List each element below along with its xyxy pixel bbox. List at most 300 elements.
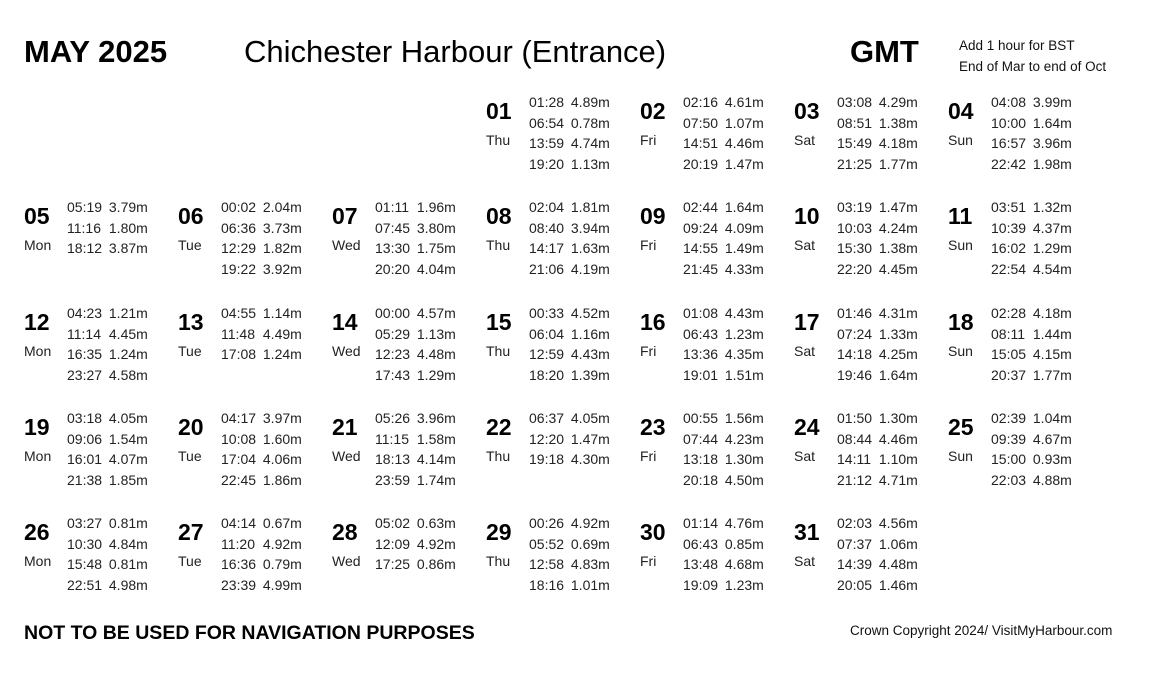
tide-time: 21:25 (837, 156, 873, 173)
tide-entry (683, 513, 764, 534)
tide-height: 4.84m (108, 535, 148, 552)
tide-height: 0.85m (724, 535, 764, 552)
tide-time: 03:51 (991, 199, 1027, 215)
tide-height: 4.46m (724, 135, 764, 152)
tide-time: 04:23 (67, 305, 103, 321)
day-of-week: Wed (332, 237, 361, 253)
day-of-week: Tue (178, 237, 202, 253)
tide-list (529, 92, 610, 175)
tide-list (991, 197, 1072, 280)
tide-entry (991, 408, 1072, 429)
tide-entry (991, 259, 1072, 280)
day-cell (948, 410, 1098, 510)
tide-entry (67, 575, 148, 596)
bst-note-line: End of Mar to end of Oct (959, 59, 1107, 74)
tide-time: 20:05 (837, 577, 873, 594)
tide-time: 02:39 (991, 410, 1027, 426)
month-title: MAY 2025 (24, 34, 168, 69)
tide-list (837, 408, 918, 491)
tide-list (375, 303, 456, 386)
tide-entry (991, 429, 1072, 450)
day-of-week: Tue (178, 448, 202, 464)
day-of-week: Thu (486, 553, 511, 569)
day-of-week: Wed (332, 553, 361, 569)
tide-time: 10:03 (837, 219, 873, 236)
tide-entry (683, 575, 764, 596)
tide-entry (375, 259, 456, 280)
day-cell (794, 94, 944, 194)
tide-entry (683, 365, 764, 386)
tide-height: 1.98m (1032, 156, 1072, 173)
tide-time: 06:04 (529, 325, 565, 342)
tide-list (991, 303, 1072, 386)
tide-time: 22:51 (67, 577, 103, 594)
tide-height: 1.10m (878, 451, 918, 468)
tide-entry (375, 470, 456, 491)
tide-height: 1.04m (1032, 410, 1072, 426)
tide-height: 1.51m (724, 367, 764, 384)
tide-time: 14:18 (837, 346, 873, 363)
tide-entry (837, 113, 918, 134)
day-of-week: Sat (794, 237, 816, 253)
tide-height: 3.96m (1032, 135, 1072, 152)
tide-list (375, 513, 456, 575)
day-cell (948, 199, 1098, 299)
tide-height: 4.33m (724, 261, 764, 278)
tide-height: 4.57m (416, 305, 456, 321)
tide-height: 0.86m (416, 556, 456, 573)
navigation-warning: NOT TO BE USED FOR NAVIGATION PURPOSES (24, 622, 475, 644)
tide-time: 03:27 (67, 515, 103, 531)
tide-height: 4.43m (570, 346, 610, 363)
day-number: 05 (24, 203, 50, 229)
tide-time: 01:14 (683, 515, 719, 531)
tide-entry (991, 197, 1072, 218)
day-cell (178, 305, 328, 405)
tide-height: 1.24m (262, 346, 302, 363)
day-number: 25 (948, 414, 974, 440)
day-cell (486, 410, 636, 510)
tide-height: 1.24m (108, 346, 148, 363)
day-of-week: Sun (948, 132, 973, 148)
tide-entry (837, 513, 918, 534)
tide-height: 4.74m (570, 135, 610, 152)
tide-time: 07:45 (375, 219, 411, 236)
day-cell (640, 199, 790, 299)
tide-entry (375, 534, 456, 555)
day-number: 11 (948, 203, 973, 229)
tide-height: 4.48m (416, 346, 456, 363)
tide-time: 02:16 (683, 94, 719, 110)
tide-entry (837, 259, 918, 280)
tide-height: 4.49m (262, 325, 302, 342)
tide-entry (67, 218, 148, 239)
day-cell (178, 199, 328, 299)
day-cell (640, 410, 790, 510)
tide-height: 3.99m (1032, 94, 1072, 110)
day-of-week: Sun (948, 237, 973, 253)
tide-entry (837, 470, 918, 491)
tide-entry (67, 449, 148, 470)
tide-height: 2.04m (262, 199, 302, 215)
day-number: 28 (332, 519, 358, 545)
tide-height: 1.13m (570, 156, 610, 173)
tide-list (67, 303, 148, 386)
tide-height: 4.29m (878, 94, 918, 110)
day-cell (948, 94, 1098, 194)
tide-height: 4.30m (570, 451, 610, 468)
tide-entry (683, 154, 764, 175)
tide-time: 05:29 (375, 325, 411, 342)
tide-height: 4.18m (878, 135, 918, 152)
tide-height: 4.83m (570, 556, 610, 573)
tide-entry (837, 92, 918, 113)
tide-time: 13:59 (529, 135, 565, 152)
tide-entry (67, 197, 148, 218)
tide-list (991, 92, 1072, 175)
tide-list (991, 408, 1072, 491)
tide-time: 02:44 (683, 199, 719, 215)
tide-time: 03:19 (837, 199, 873, 215)
day-of-week: Mon (24, 448, 52, 464)
tide-time: 22:03 (991, 472, 1027, 489)
tide-entry (683, 324, 764, 345)
day-of-week: Wed (332, 448, 361, 464)
tide-time: 10:00 (991, 114, 1027, 131)
tide-list (837, 92, 918, 175)
day-of-week: Sat (794, 343, 816, 359)
tide-time: 19:20 (529, 156, 565, 173)
tide-height: 1.13m (416, 325, 456, 342)
tide-height: 4.67m (1032, 430, 1072, 447)
tide-entry (221, 344, 302, 365)
tide-time: 14:17 (529, 240, 565, 257)
tide-height: 1.75m (416, 240, 456, 257)
day-of-week: Mon (24, 553, 52, 569)
tide-entry (991, 92, 1072, 113)
tide-entry (67, 470, 148, 491)
day-of-week: Tue (178, 343, 202, 359)
tide-time: 03:18 (67, 410, 103, 426)
tide-time: 00:55 (683, 410, 719, 426)
tide-entry (837, 303, 918, 324)
day-cell (332, 410, 482, 510)
tide-entry (837, 575, 918, 596)
tide-time: 02:28 (991, 305, 1027, 321)
tide-entry (529, 575, 610, 596)
tide-height: 1.74m (416, 472, 456, 489)
day-of-week: Tue (178, 553, 202, 569)
tide-time: 06:37 (529, 410, 565, 426)
bst-note-line: Add 1 hour for BST (959, 38, 1075, 53)
tide-time: 08:11 (991, 325, 1025, 342)
tide-entry (375, 365, 456, 386)
tide-height: 1.07m (724, 114, 764, 131)
tide-height: 1.23m (724, 325, 764, 342)
tide-entry (837, 365, 918, 386)
day-of-week: Fri (640, 553, 657, 569)
day-cell (332, 515, 482, 615)
tide-entry (221, 449, 302, 470)
tide-entry (683, 449, 764, 470)
tide-time: 07:50 (683, 114, 719, 131)
day-cell (486, 515, 636, 615)
tide-time: 01:28 (529, 94, 565, 110)
tide-height: 4.19m (570, 261, 610, 278)
tide-time: 04:17 (221, 410, 257, 426)
tide-entry (683, 92, 764, 113)
tide-time: 17:25 (375, 556, 411, 573)
tide-time: 13:30 (375, 240, 411, 257)
day-number: 21 (332, 414, 358, 440)
tide-time: 23:27 (67, 367, 103, 384)
tide-entry (837, 449, 918, 470)
tide-height: 1.01m (570, 577, 610, 594)
day-cell (178, 515, 328, 615)
tide-entry (221, 575, 302, 596)
tide-height: 4.35m (724, 346, 764, 363)
tide-time: 10:39 (991, 219, 1027, 236)
tide-time: 17:04 (221, 451, 257, 468)
tide-time: 06:54 (529, 114, 565, 131)
tide-entry (529, 92, 610, 113)
tide-time: 13:48 (683, 556, 719, 573)
tide-time: 15:05 (991, 346, 1027, 363)
tide-height: 4.56m (878, 515, 918, 531)
tide-entry (67, 324, 148, 345)
tide-entry (221, 470, 302, 491)
tide-entry (991, 365, 1072, 386)
tide-time: 17:43 (375, 367, 411, 384)
tide-height: 1.16m (570, 325, 610, 342)
tide-entry (67, 554, 148, 575)
day-cell (794, 199, 944, 299)
tide-height: 4.76m (724, 515, 764, 531)
tide-entry (375, 197, 456, 218)
tide-height: 1.33m (878, 325, 918, 342)
tide-entry (221, 534, 302, 555)
copyright-notice: Crown Copyright 2024/ VisitMyHarbour.com (850, 623, 1113, 638)
tide-height: 1.64m (724, 199, 764, 215)
tide-list (67, 197, 148, 259)
tide-time: 13:18 (683, 451, 719, 468)
tide-list (683, 197, 764, 280)
day-of-week: Mon (24, 237, 52, 253)
tide-time: 02:03 (837, 515, 873, 531)
tide-entry (529, 113, 610, 134)
tide-height: 4.04m (416, 261, 456, 278)
tide-height: 4.92m (262, 535, 302, 552)
tide-list (529, 303, 610, 386)
tide-time: 20:19 (683, 156, 719, 173)
day-of-week: Sun (948, 448, 973, 464)
tide-height: 4.07m (108, 451, 148, 468)
tide-height: 1.30m (878, 410, 918, 426)
day-of-week: Thu (486, 132, 511, 148)
tide-time: 07:44 (683, 430, 719, 447)
tide-time: 08:51 (837, 114, 873, 131)
day-of-week: Sat (794, 553, 816, 569)
tide-entry (529, 133, 610, 154)
tide-entry (221, 513, 302, 534)
tide-entry (683, 534, 764, 555)
tide-time: 15:30 (837, 240, 873, 257)
tide-time: 14:51 (683, 135, 719, 152)
tide-height: 4.15m (1032, 346, 1072, 363)
tide-entry (221, 408, 302, 429)
tide-entry (375, 344, 456, 365)
tide-time: 16:01 (67, 451, 103, 468)
tide-time: 22:42 (991, 156, 1027, 173)
tide-time: 11:20 (221, 535, 255, 552)
tide-time: 02:04 (529, 199, 565, 215)
tide-time: 13:36 (683, 346, 719, 363)
tide-time: 12:58 (529, 556, 565, 573)
tide-time: 08:44 (837, 430, 873, 447)
day-number: 14 (332, 309, 358, 335)
tide-time: 16:36 (221, 556, 257, 573)
tide-height: 3.87m (108, 240, 148, 257)
tide-entry (837, 554, 918, 575)
tide-time: 20:37 (991, 367, 1027, 384)
tide-height: 1.64m (1032, 114, 1072, 131)
tide-height: 1.44m (1032, 325, 1072, 342)
tide-entry (375, 218, 456, 239)
tide-height: 0.81m (108, 556, 148, 573)
tide-height: 4.61m (724, 94, 764, 110)
tide-time: 21:12 (837, 472, 873, 489)
tide-entry (67, 238, 148, 259)
tide-time: 12:59 (529, 346, 565, 363)
tide-entry (683, 218, 764, 239)
tide-time: 06:43 (683, 325, 719, 342)
tide-entry (67, 513, 148, 534)
tide-height: 1.38m (878, 114, 918, 131)
tide-height: 4.50m (724, 472, 764, 489)
tide-entry (221, 197, 302, 218)
tide-list (529, 513, 610, 596)
day-cell (794, 410, 944, 510)
day-number: 08 (486, 203, 512, 229)
tide-time: 00:00 (375, 305, 411, 321)
tide-entry (529, 303, 610, 324)
tide-entry (529, 197, 610, 218)
tide-entry (837, 197, 918, 218)
tide-entry (837, 534, 918, 555)
tide-time: 23:39 (221, 577, 257, 594)
tide-list (683, 92, 764, 175)
tide-height: 1.82m (262, 240, 302, 257)
tide-list (529, 197, 610, 280)
day-of-week: Thu (486, 448, 511, 464)
tide-height: 1.46m (878, 577, 918, 594)
tide-list (683, 303, 764, 386)
tide-height: 4.48m (878, 556, 918, 573)
tide-time: 20:20 (375, 261, 411, 278)
tide-entry (683, 344, 764, 365)
tide-time: 08:40 (529, 219, 565, 236)
tide-time: 04:08 (991, 94, 1027, 110)
day-of-week: Wed (332, 343, 361, 359)
tide-entry (221, 429, 302, 450)
day-number: 03 (794, 98, 820, 124)
tide-time: 18:16 (529, 577, 565, 594)
tide-height: 1.86m (262, 472, 302, 489)
tide-height: 4.24m (878, 219, 918, 236)
tide-height: 4.09m (724, 219, 764, 236)
tide-height: 1.32m (1032, 199, 1072, 215)
tide-entry (67, 408, 148, 429)
tide-list (683, 408, 764, 491)
tide-entry (991, 113, 1072, 134)
tide-entry (529, 429, 610, 450)
tide-time: 18:20 (529, 367, 565, 384)
tide-time: 09:24 (683, 219, 719, 236)
tide-entry (67, 344, 148, 365)
tide-entry (991, 238, 1072, 259)
tide-time: 21:06 (529, 261, 565, 278)
tide-height: 1.47m (570, 430, 610, 447)
day-number: 24 (794, 414, 820, 440)
tide-entry (837, 218, 918, 239)
tide-list (221, 303, 302, 365)
tide-entry (67, 303, 148, 324)
tide-entry (529, 554, 610, 575)
tide-entry (375, 449, 456, 470)
tide-height: 0.69m (570, 535, 610, 552)
tide-height: 0.78m (570, 114, 610, 131)
tide-entry (991, 303, 1072, 324)
day-number: 30 (640, 519, 666, 545)
day-number: 18 (948, 309, 974, 335)
tide-list (529, 408, 610, 470)
tide-time: 12:29 (221, 240, 257, 257)
tide-height: 4.98m (108, 577, 148, 594)
tide-time: 05:02 (375, 515, 411, 531)
tide-height: 3.94m (570, 219, 610, 236)
timezone-label: GMT (850, 34, 919, 69)
tide-height: 4.54m (1032, 261, 1072, 278)
tide-entry (683, 429, 764, 450)
tide-entry (837, 324, 918, 345)
day-cell (640, 94, 790, 194)
tide-entry (375, 303, 456, 324)
tide-entry (529, 513, 610, 534)
day-cell (178, 410, 328, 510)
tide-height: 1.23m (724, 577, 764, 594)
day-number: 17 (794, 309, 820, 335)
tide-entry (221, 259, 302, 280)
tide-time: 22:45 (221, 472, 257, 489)
day-cell (332, 305, 482, 405)
tide-height: 3.96m (416, 410, 456, 426)
tide-time: 19:01 (683, 367, 719, 384)
tide-time: 14:39 (837, 556, 873, 573)
tide-height: 4.05m (570, 410, 610, 426)
tide-height: 0.63m (416, 515, 456, 531)
tide-height: 0.93m (1032, 451, 1072, 468)
day-cell (640, 305, 790, 405)
tide-height: 4.18m (1032, 305, 1072, 321)
tide-entry (375, 429, 456, 450)
day-of-week: Thu (486, 343, 511, 359)
tide-entry (375, 408, 456, 429)
tide-height: 4.99m (262, 577, 302, 594)
tide-entry (837, 154, 918, 175)
tide-list (221, 197, 302, 280)
day-of-week: Sun (948, 343, 973, 359)
day-of-week: Fri (640, 237, 657, 253)
